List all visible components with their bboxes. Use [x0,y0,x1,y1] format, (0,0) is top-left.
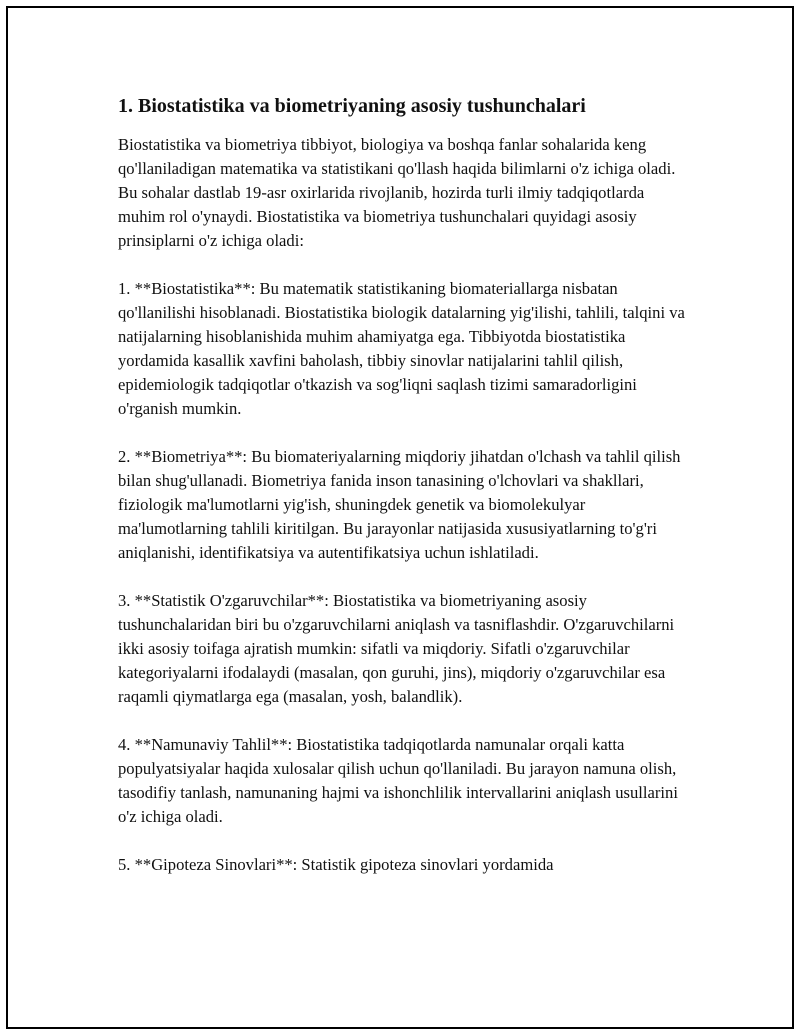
intro-paragraph: Biostatistika va biometriya tibbiyot, biologiya va boshqa fanlar sohalarida keng qo'llaniladigan matematika va statistikani qo'llash haqida bilimlarni o'z ichiga oladi. Bu sohalar dastlab 19-asr oxirlarida rivojlanib, hozirda turli ilmiy tadqiqotlarda muhim rol o'ynaydi. Biostatistika va biometriya tushunchalari quyidagi asosiy prinsiplarni o'z ichiga oladi: [118,135,676,250]
paragraph-biometriya: 2. **Biometriya**: Bu biomateriyalarning miqdoriy jihatdan o'lchash va tahlil qilish bilan shug'ullanadi. Biometriya fanida inson tanasining o'lchovlari va shakllari, fiziologik ma'lumotlarni yig'ish, shuningdek genetik va biomolekulyar ma'lumotlarning tahlili kiritilgan. Bu jarayonlar natijasida xususiyatlarning to'g'ri aniqlanishi, identifikatsiya va autentifikatsiya uchun ishlatiladi. [118,447,681,562]
section-title: 1. Biostatistika va biometriyaning asosiy tushunchalari [118,95,586,117]
paragraph-gipoteza-sinovlari: 5. **Gipoteza Sinovlari**: Statistik gipoteza sinovlari yordamida [118,855,554,874]
paragraph-statistik-ozgaruvchilar: 3. **Statistik O'zgaruvchilar**: Biostatistika va biometriyaning asosiy tushunchalaridan biri bu o'zgaruvchilarni aniqlash va tasniflashdir. O'zgaruvchilarni ikki asosiy toifaga ajratish mumkin: sifatli va miqdoriy. Sifatli o'zgaruvchilar kategoriyalarni ifodalaydi (masalan, qon guruhi, jins), miqdoriy o'zgaruvchilar esa raqamli qiymatlarga ega (masalan, yosh, balandlik). [118,591,675,706]
document-body [118,93,688,901]
paragraph-namunaviy-tahlil: 4. **Namunaviy Tahlil**: Biostatistika tadqiqotlarda namunalar orqali katta populyatsiyalar haqida xulosalar qilish uchun qo'llaniladi. Bu jarayon namuna olish, tasodifiy tanlash, namunaning hajmi va ishonchlilik intervallarini aniqlash usullarini o'z ichiga oladi. [118,735,678,826]
paragraph-biostatistika: 1. **Biostatistika**: Bu matematik statistikaning biomateriallarga nisbatan qo'llanilishi hisoblanadi. Biostatistika biologik datalarning yig'ilishi, tahlili, talqini va natijalarning hisoblanishida muhim ahamiyatga ega. Tibbiyotda biostatistika yordamida kasallik xavfini baholash, tibbiy sinovlar natijalarini tahlil qilish, epidemiologik tadqiqotlar o'tkazish va sog'liqni saqlash tizimi samaradorligini o'rganish mumkin. [118,279,685,418]
